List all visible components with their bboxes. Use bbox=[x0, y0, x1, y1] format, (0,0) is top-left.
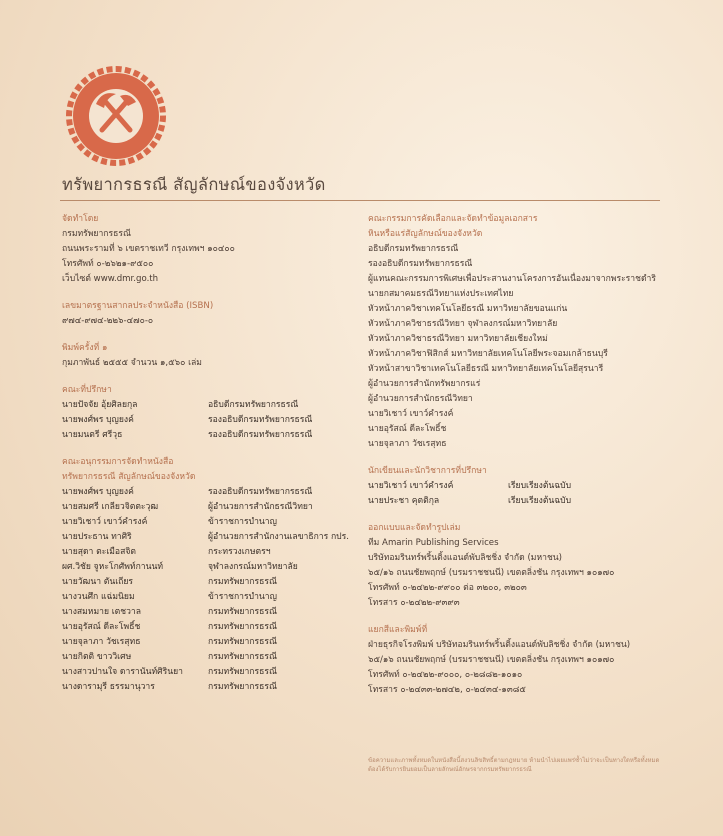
students-heading: นักเขียนและนักวิชาการที่ปรึกษา bbox=[368, 466, 487, 476]
printing-heading: พิมพ์ครั้งที่ ๑ bbox=[62, 343, 108, 353]
member-role: กรมทรัพยากรธรณี bbox=[208, 637, 277, 647]
member-role: กรมทรัพยากรธรณี bbox=[208, 652, 277, 662]
advisor-role: รองอธิบดีกรมทรัพยากรธรณี bbox=[208, 430, 313, 440]
printer-line: ฝ่ายธุรกิจโรงพิมพ์ บริษัทอมรินทร์พริ้นติ้งแอนด์พับลิชชิ่ง จำกัด (มหาชน) bbox=[368, 640, 631, 650]
member-name: นายกิตติ ขาววิเศษ bbox=[62, 652, 132, 662]
selection-line: หัวหน้าภาควิชาฟิสิกส์ มหาวิทยาลัยเทคโนโลยีพระจอมเกล้าธนบุรี bbox=[368, 349, 608, 359]
gear-shovel-pickaxe-icon bbox=[69, 69, 163, 163]
committee-row bbox=[62, 620, 354, 635]
publisher-website: เว็บไซต์ www.dmr.go.th bbox=[62, 274, 159, 284]
writer-role: เรียบเรียงต้นฉบับ bbox=[508, 481, 572, 491]
member-role: ผู้อำนวยการสำนักงานเลขาธิการ กปร. bbox=[208, 532, 349, 542]
design-line: โทรสาร ๐-๒๔๒๒-๙๓๙๓ bbox=[368, 598, 460, 608]
selection-line: ผู้อำนวยการสำนักธรณีวิทยา bbox=[368, 394, 473, 404]
member-role: ข้าราชการบำนาญ bbox=[208, 517, 277, 527]
printer-line: โทรสาร ๐-๒๔๓๓-๒๗๔๒, ๐-๒๔๓๔-๑๓๘๕ bbox=[368, 685, 526, 695]
member-name: นายจุลาภา วัชเรสุทธ bbox=[62, 637, 141, 647]
advisor-row bbox=[62, 398, 354, 413]
printer-line: ๖๕/๑๖ ถนนชัยพฤกษ์ (บรมราชชนนี) เขตตลิ่งชัน กรุงเทพฯ ๑๐๑๗๐ bbox=[368, 655, 615, 665]
member-role: กรมทรัพยากรธรณี bbox=[208, 607, 277, 617]
member-role: กรมทรัพยากรธรณี bbox=[208, 622, 277, 632]
member-role: ข้าราชการบำนาญ bbox=[208, 592, 277, 602]
selection-line: นายกสมาคมธรณีวิทยาแห่งประเทศไทย bbox=[368, 289, 514, 299]
advisor-role: รองอธิบดีกรมทรัพยากรธรณี bbox=[208, 415, 313, 425]
committee-row bbox=[62, 485, 354, 500]
selection-line: อธิบดีกรมทรัพยากรธรณี bbox=[368, 244, 459, 254]
member-name: นายประธาน ทาศิริ bbox=[62, 532, 132, 542]
committee-row bbox=[62, 575, 354, 590]
committee-row bbox=[62, 605, 354, 620]
advisor-row bbox=[62, 413, 354, 428]
publisher-line: โทรศัพท์ ๐-๒๖๒๑-๙๕๐๐ bbox=[62, 259, 154, 269]
committee-row bbox=[62, 515, 354, 530]
advisor-row bbox=[62, 428, 354, 443]
copyright-footnote: ข้อความและภาพทั้งหมดในหนังสือนี้สงวนลิขสิทธิ์ตามกฎหมาย ห้ามนำไปเผยแพร่ซ้ำไม่ว่าจะเป็นทางใดหรือทั้งหมดต้องได้รับการยินยอมเป็นลายลักษณ์อักษรจากกรมทรัพยากรธรณี bbox=[368, 757, 660, 773]
writer-row bbox=[368, 479, 668, 494]
selection-line: นายจุลาภา วัชเรสุทธ bbox=[368, 439, 447, 449]
advisor-role: อธิบดีกรมทรัพยากรธรณี bbox=[208, 400, 299, 410]
member-name: นายสมศรี เกลียวจิตตะวุฒ bbox=[62, 502, 159, 512]
selection-line: นายวิเชาว์ เขาว์คำรงค์ bbox=[368, 409, 454, 419]
printer-section bbox=[368, 623, 668, 698]
publisher-line: ถนนพระรามที่ ๖ เขตราชเทวี กรุงเทพฯ ๑๐๔๐๐ bbox=[62, 244, 235, 254]
member-name: นายวัฒนา ตันเถียร bbox=[62, 577, 134, 587]
selection-line: หัวหน้าภาควิชาเทคโนโลยีธรณี มหาวิทยาลัยขอนแก่น bbox=[368, 304, 568, 314]
selection-section bbox=[368, 212, 668, 452]
committee-section bbox=[62, 455, 354, 695]
design-heading: ออกแบบและจัดทำรูปเล่ม bbox=[368, 523, 461, 533]
writer-role: เรียบเรียงต้นฉบับ bbox=[508, 496, 572, 506]
committee-row bbox=[62, 560, 354, 575]
design-line: โทรศัพท์ ๐-๒๔๒๒-๙๙๐๐ ต่อ ๓๒๐๐, ๓๒๐๓ bbox=[368, 583, 527, 593]
right-column bbox=[368, 212, 668, 698]
selection-heading: คณะกรรมการคัดเลือกและจัดทำข้อมูลเอกสาร bbox=[368, 214, 538, 224]
selection-line: หัวหน้าภาควิชาธรณีวิทยา มหาวิทยาลัยเชียงใหม่ bbox=[368, 334, 548, 344]
design-section bbox=[368, 521, 668, 611]
writer-name: นายวิเชาว์ เขาว์คำรงค์ bbox=[368, 481, 454, 491]
selection-subheading: หินหรือแร่สัญลักษณ์ของจังหวัด bbox=[368, 229, 483, 239]
publisher-line: กรมทรัพยากรธรณี bbox=[62, 229, 131, 239]
member-role: กรมทรัพยากรธรณี bbox=[208, 577, 277, 587]
member-name: นางวนศึก แฉ่มนิยม bbox=[62, 592, 135, 602]
committee-row bbox=[62, 500, 354, 515]
member-role: ผู้อำนวยการสำนักธรณีวิทยา bbox=[208, 502, 313, 512]
left-column bbox=[62, 212, 354, 695]
member-name: นางสาวปานใจ ดารานันท์ศิรินยา bbox=[62, 667, 183, 677]
printing-section bbox=[62, 341, 354, 371]
committee-subheading: ทรัพยากรธรณี สัญลักษณ์ของจังหวัด bbox=[62, 472, 196, 482]
committee-row bbox=[62, 545, 354, 560]
member-name: นางดารามุรี ธรรมานุวาร bbox=[62, 682, 155, 692]
committee-row bbox=[62, 590, 354, 605]
member-role: รองอธิบดีกรมทรัพยากรธรณี bbox=[208, 487, 313, 497]
member-role: กระทรวงเกษตรฯ bbox=[208, 547, 271, 557]
advisor-name: นายปัจจัย อุ้ยศิลยกุล bbox=[62, 400, 138, 410]
isbn-value: ๙๗๔-๙๗๔-๒๒๖-๔๗๐-๐ bbox=[62, 316, 154, 326]
selection-line: หัวหน้าสาขาวิชาเทคโนโลยีธรณี มหาวิทยาลัยเทคโนโลยีสุรนารี bbox=[368, 364, 604, 374]
advisor-name: นายพงศ์พร บุญยงค์ bbox=[62, 415, 134, 425]
selection-line: ผู้อำนวยการสำนักทรัพยากรแร่ bbox=[368, 379, 481, 389]
advisors-section bbox=[62, 383, 354, 443]
committee-row bbox=[62, 680, 354, 695]
isbn-section bbox=[62, 299, 354, 329]
member-name: นายวิเชาว์ เขาว์คำรงค์ bbox=[62, 517, 148, 527]
advisors-heading: คณะที่ปรึกษา bbox=[62, 385, 112, 395]
publisher-heading: จัดทำโดย bbox=[62, 214, 99, 224]
committee-heading: คณะอนุกรรมการจัดทำหนังสือ bbox=[62, 457, 174, 467]
page-title: ทรัพยากรธรณี สัญลักษณ์ของจังหวัด bbox=[62, 175, 326, 194]
publisher-section bbox=[62, 212, 354, 287]
member-name: นายสุดา ตะเมือสจิต bbox=[62, 547, 136, 557]
printer-line: โทรศัพท์ ๐-๒๔๒๒-๙๐๐๐, ๐-๒๘๘๒-๑๐๑๐ bbox=[368, 670, 523, 680]
design-line: ๖๕/๑๖ ถนนชัยพฤกษ์ (บรมราชชนนี) เขตตลิ่งชัน กรุงเทพฯ ๑๐๑๗๐ bbox=[368, 568, 615, 578]
design-line: ทีม Amarin Publishing Services bbox=[368, 538, 499, 548]
advisor-name: นายมนตรี ศรีวุธ bbox=[62, 430, 123, 440]
design-line: บริษัทอมรินทร์พริ้นติ้งแอนด์พับลิชชิ่ง จำกัด (มหาชน) bbox=[368, 553, 563, 563]
member-role: จุฬาลงกรณ์มหาวิทยาลัย bbox=[208, 562, 298, 572]
students-section bbox=[368, 464, 668, 509]
department-logo bbox=[66, 66, 166, 166]
member-role: กรมทรัพยากรธรณี bbox=[208, 667, 277, 677]
member-role: กรมทรัพยากรธรณี bbox=[208, 682, 277, 692]
committee-row bbox=[62, 635, 354, 650]
selection-line: หัวหน้าภาควิชาธรณีวิทยา จุฬาลงกรณ์มหาวิทยาลัย bbox=[368, 319, 558, 329]
committee-row bbox=[62, 650, 354, 665]
committee-row bbox=[62, 665, 354, 680]
printing-value: กุมภาพันธ์ ๒๕๕๕ จำนวน ๑,๕๖๐ เล่ม bbox=[62, 358, 202, 368]
title-divider bbox=[60, 200, 660, 201]
selection-line: นายอุรัสณ์ ดีละโพธิ์ช bbox=[368, 424, 447, 434]
member-name: นายอุรัสณ์ ดีละโพธิ์ช bbox=[62, 622, 141, 632]
selection-line: ผู้แทนคณะกรรมการพิเศษเพื่อประสานงานโครงการอันเนื่องมาจากพระราชดำริ bbox=[368, 274, 656, 284]
isbn-heading: เลขมาตรฐานสากลประจำหนังสือ (ISBN) bbox=[62, 301, 214, 311]
committee-row bbox=[62, 530, 354, 545]
member-name: ผศ.วิชัย จูหะโกศัพท์กานนท์ bbox=[62, 562, 164, 572]
writer-name: นายประชา คุตติกุล bbox=[368, 496, 440, 506]
member-name: นางสมหมาย เตชวาล bbox=[62, 607, 141, 617]
selection-line: รองอธิบดีกรมทรัพยากรธรณี bbox=[368, 259, 473, 269]
writer-row bbox=[368, 494, 668, 509]
member-name: นายพงศ์พร บุญยงค์ bbox=[62, 487, 134, 497]
printer-heading: แยกสีและพิมพ์ที่ bbox=[368, 625, 428, 635]
